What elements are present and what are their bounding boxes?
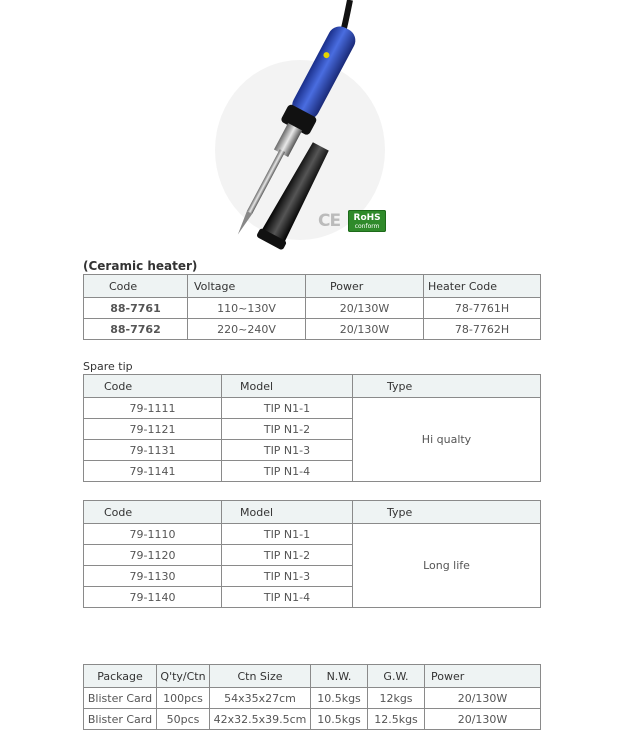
cell-model: TIP N1-2 xyxy=(222,419,353,440)
spare-tip-table-1 xyxy=(83,374,541,482)
ceramic-heater-table xyxy=(83,274,541,340)
cell-qty: 100pcs xyxy=(157,688,210,709)
cell-code: 88-7761 xyxy=(84,298,188,319)
cell-power: 20/130W xyxy=(306,298,424,319)
rohs-badge xyxy=(348,210,386,232)
cell-nw: 10.5kgs xyxy=(311,688,368,709)
cell-voltage: 220~240V xyxy=(188,319,306,340)
cell-ctn-size: 54x35x27cm xyxy=(210,688,311,709)
rohs-title: RoHS xyxy=(353,212,381,223)
package-table xyxy=(83,664,541,730)
cell-gw: 12.5kgs xyxy=(368,709,425,730)
table-row xyxy=(84,709,541,730)
col-power: Power xyxy=(425,665,541,688)
cell-code: 79-1121 xyxy=(84,419,222,440)
table-row xyxy=(84,319,541,340)
cell-ctn-size: 42x32.5x39.5cm xyxy=(210,709,311,730)
cell-package: Blister Card xyxy=(84,688,157,709)
cell-power: 20/130W xyxy=(425,688,541,709)
col-package: Package xyxy=(84,665,157,688)
ce-mark-icon: CE xyxy=(318,211,341,231)
table-header-row xyxy=(84,275,541,298)
table-row xyxy=(84,524,541,545)
cell-heater-code: 78-7761H xyxy=(424,298,541,319)
cell-code: 79-1110 xyxy=(84,524,222,545)
col-gw: G.W. xyxy=(368,665,425,688)
cell-code: 79-1140 xyxy=(84,587,222,608)
table-row xyxy=(84,398,541,419)
col-code: Code xyxy=(84,375,222,398)
table-header-row xyxy=(84,501,541,524)
col-power: Power xyxy=(306,275,424,298)
cell-code: 88-7762 xyxy=(84,319,188,340)
certification-marks xyxy=(318,210,386,232)
cell-code: 79-1131 xyxy=(84,440,222,461)
cell-type: Hi qualty xyxy=(353,398,541,482)
cell-gw: 12kgs xyxy=(368,688,425,709)
cell-package: Blister Card xyxy=(84,709,157,730)
cell-power: 20/130W xyxy=(306,319,424,340)
cell-model: TIP N1-3 xyxy=(222,566,353,587)
col-voltage: Voltage xyxy=(188,275,306,298)
cell-model: TIP N1-2 xyxy=(222,545,353,566)
cell-qty: 50pcs xyxy=(157,709,210,730)
col-type: Type xyxy=(353,375,541,398)
cell-model: TIP N1-3 xyxy=(222,440,353,461)
cell-power: 20/130W xyxy=(425,709,541,730)
cell-nw: 10.5kgs xyxy=(311,709,368,730)
cell-code: 79-1111 xyxy=(84,398,222,419)
cell-voltage: 110~130V xyxy=(188,298,306,319)
col-model: Model xyxy=(222,501,353,524)
col-nw: N.W. xyxy=(311,665,368,688)
table-row xyxy=(84,298,541,319)
table-row xyxy=(84,688,541,709)
cell-type: Long life xyxy=(353,524,541,608)
cell-model: TIP N1-4 xyxy=(222,587,353,608)
cell-heater-code: 78-7762H xyxy=(424,319,541,340)
col-type: Type xyxy=(353,501,541,524)
cell-model: TIP N1-4 xyxy=(222,461,353,482)
rohs-subtitle: conform xyxy=(354,222,380,230)
spare-tip-caption: Spare tip xyxy=(83,360,133,373)
ceramic-heater-caption: (Ceramic heater) xyxy=(83,259,198,273)
cell-model: TIP N1-1 xyxy=(222,398,353,419)
col-ctn-size: Ctn Size xyxy=(210,665,311,688)
spare-tip-table-2 xyxy=(83,500,541,608)
cell-code: 79-1120 xyxy=(84,545,222,566)
table-header-row xyxy=(84,375,541,398)
col-heater-code: Heater Code xyxy=(424,275,541,298)
table-header-row xyxy=(84,665,541,688)
cell-code: 79-1141 xyxy=(84,461,222,482)
col-qty-ctn: Q'ty/Ctn xyxy=(157,665,210,688)
col-code: Code xyxy=(84,275,188,298)
cell-code: 79-1130 xyxy=(84,566,222,587)
cell-model: TIP N1-1 xyxy=(222,524,353,545)
col-model: Model xyxy=(222,375,353,398)
col-code: Code xyxy=(84,501,222,524)
